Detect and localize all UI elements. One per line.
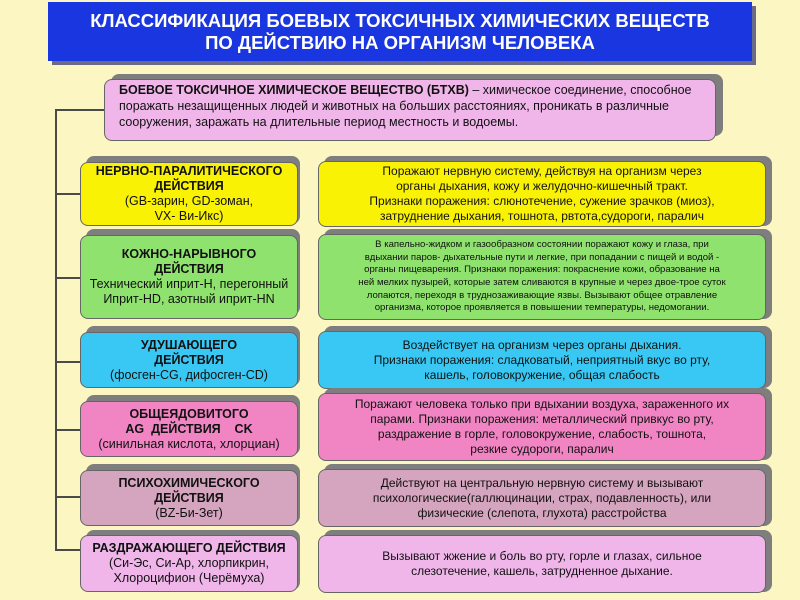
nerve-description-box [318, 161, 766, 227]
category-title: ДЕЙСТВИЯ [154, 352, 224, 367]
category-agents: (фосген-CG, дифосген-CD) [110, 367, 268, 382]
psycho-description-box [318, 469, 766, 527]
skin-description-box [318, 234, 766, 320]
tree-vertical-line [55, 109, 57, 550]
general-category-box [80, 401, 298, 457]
category-agents: Иприт-HD, азотный иприт-HN [103, 292, 275, 306]
description-line: Признаки поражения: сладковатый, неприятный вкус во рту, [373, 352, 711, 367]
category-title: УДУШАЮЩЕГО [140, 337, 238, 352]
category-title: ДЕЙСТВИЯ [154, 490, 224, 505]
description-line: вдыхании паров- дыхательные пути и легкие, при попадании с пищей и водой - [364, 251, 720, 263]
description-line: организма, которое проявляется в повышении температуры, недомогании. [374, 302, 710, 314]
definition-box [104, 79, 716, 141]
general-description-box [318, 393, 766, 461]
category-agents: (синильная кислота, хлорциан) [98, 436, 280, 451]
description-line: раздражение в горле, головокружение, слабость, тошнота, [377, 427, 707, 441]
psycho-category-box [80, 470, 298, 526]
connector-skin [55, 277, 80, 279]
title-line-2: ПО ДЕЙСТВИЮ НА ОРГАНИЗМ ЧЕЛОВЕКА [205, 31, 595, 53]
description-line: парами. Признаки поражения: металлический привкус во рту, [370, 412, 714, 426]
category-agents: (GB-зарин, GD-зоман, [124, 194, 254, 208]
category-title: ДЕЙСТВИЯ [154, 262, 224, 276]
description-line: Поражают нервную систему, действуя на организм через [382, 164, 702, 178]
irritant-category-box [80, 535, 298, 592]
category-title: AG ДЕЙСТВИЯ CK [125, 421, 253, 436]
definition-term: БОЕВОЕ ТОКСИЧНОЕ ХИМИЧЕСКОЕ ВЕЩЕСТВО (БТХВ) [119, 83, 469, 97]
description-line: кашель, головокружение, общая слабость [424, 367, 660, 382]
nerve-category-box [80, 162, 298, 226]
connector-irritant [55, 549, 80, 551]
description-line: затруднение дыхания, тошнота, рвтота,судороги, паралич [379, 209, 705, 223]
category-agents: (Си-Эс, Си-Ар, хлорпикрин, [108, 556, 270, 570]
category-agents: Технический иприт-H, перегонный [89, 277, 289, 291]
connector-general [55, 429, 80, 431]
description-line: В капельно-жидком и газообразном состоянии поражают кожу и глаза, при [375, 239, 709, 251]
description-line: Признаки поражения: слюнотечение, сужение зрачков (миоз), [369, 194, 715, 208]
connector-definition [55, 109, 104, 111]
category-title: ОБЩЕЯДОВИТОГО [129, 406, 249, 421]
category-agents: VX- Ви-Икс) [154, 209, 224, 223]
description-line: психологические(галлюцинации, страх, подавленность), или [372, 490, 712, 505]
description-line: слезотечение, кашель, затрудненное дыхание. [411, 564, 673, 578]
definition-text: – химическое соединение, способное поражать незащищенных людей и животных на больших расстояниях, проникать в различные сооружения, заражать на длительные период местность и водоемы. [119, 83, 692, 129]
category-title: ПСИХОХИМИЧЕСКОГО [118, 475, 260, 490]
description-line: Воздействует на организм через органы дыхания. [402, 337, 682, 352]
choking-category-box [80, 332, 298, 388]
skin-category-box [80, 235, 298, 319]
irritant-description-box [318, 535, 766, 593]
page-title [48, 2, 752, 61]
description-line: Поражают человека только при вдыхании воздуха, зараженного их [354, 397, 730, 411]
connector-nerve [55, 193, 80, 195]
category-title: ДЕЙСТВИЯ [154, 179, 224, 193]
category-title: НЕРВНО-ПАРАЛИТИЧЕСКОГО [95, 164, 283, 178]
description-line: физические (слепота, глухота) расстройства [417, 505, 667, 520]
connector-choking [55, 361, 80, 363]
category-title: КОЖНО-НАРЫВНОГО [121, 247, 257, 261]
category-agents: (BZ-Би-Зет) [155, 505, 223, 520]
description-line: резкие судороги, паралич [470, 442, 614, 456]
description-line: органы пищеварения. Признаки поражения: покраснение кожи, образование на [364, 264, 720, 276]
description-line: ней мелких пузырей, которые затем сливаются в крупные и через двое-трое суток [358, 277, 726, 288]
description-line: лопаются, переходя в труднозаживающие язвы. Вызывают общее отравление [366, 289, 718, 301]
connector-psycho [55, 496, 80, 498]
description-line: органы дыхания, кожу и желудочно-кишечный тракт. [396, 179, 688, 193]
category-agents: Хлороцифион (Черёмуха) [113, 571, 265, 585]
description-line: Вызывают жжение и боль во рту, горле и глазах, сильное [382, 549, 702, 563]
category-title: РАЗДРАЖАЮЩЕГО ДЕЙСТВИЯ [92, 541, 286, 555]
choking-description-box [318, 331, 766, 389]
description-line: Действуют на центральную нервную систему и вызывают [380, 475, 704, 490]
title-line-1: КЛАССИФИКАЦИЯ БОЕВЫХ ТОКСИЧНЫХ ХИМИЧЕСКИХ ВЕЩЕСТВ [90, 9, 710, 31]
